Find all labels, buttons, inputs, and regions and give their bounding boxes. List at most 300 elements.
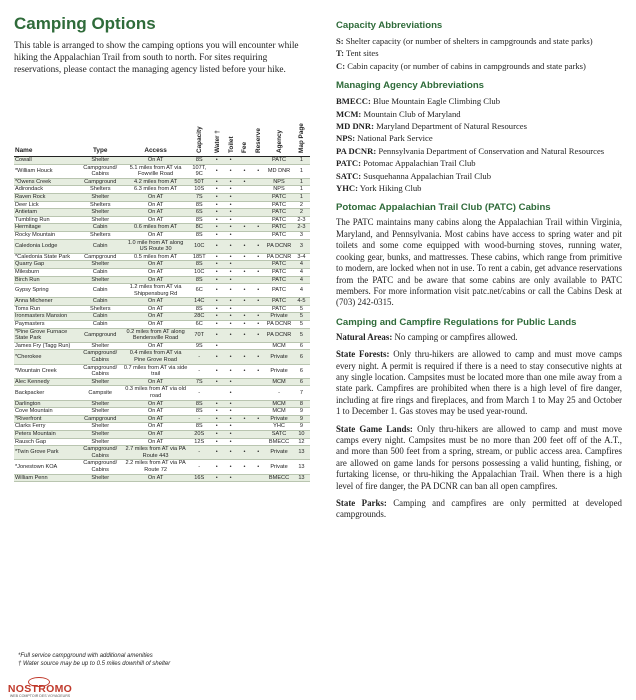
cell-access: 1.0 mile from AT along US Route 30 xyxy=(123,239,189,253)
cell-type: Shelter xyxy=(78,430,123,438)
col-fee: Fee xyxy=(238,118,252,157)
cell-water: • xyxy=(210,216,224,224)
cell-capacity: 16S xyxy=(189,474,210,482)
cell-fee xyxy=(238,209,252,217)
agency-item xyxy=(336,132,622,144)
cell-fee xyxy=(238,201,252,209)
cell-map-page: 3 xyxy=(293,239,310,253)
cell-capacity: 8S xyxy=(189,157,210,165)
cell-reserve: • xyxy=(251,239,265,253)
cell-water: • xyxy=(210,224,224,232)
cell-water: • xyxy=(210,378,224,386)
cell-water: • xyxy=(210,268,224,276)
cell-agency: MD DNR xyxy=(265,164,293,178)
capacity-section xyxy=(336,20,622,72)
cell-type: Shelters xyxy=(78,305,123,313)
cell-access: 0.3 miles from AT via old road xyxy=(123,386,189,400)
cell-agency: PA DCNR xyxy=(265,328,293,342)
cell-agency: PA DCNR xyxy=(265,239,293,253)
cell-agency: MCM xyxy=(265,378,293,386)
footnote-full-service: *Full service campground with additional amenities xyxy=(18,653,153,659)
cell-reserve: • xyxy=(251,298,265,306)
cell-reserve: • xyxy=(251,460,265,474)
capacity-item xyxy=(336,35,622,47)
cell-water: • xyxy=(210,423,224,431)
cell-capacity: 8S xyxy=(189,201,210,209)
cell-name: *Caledonia State Park xyxy=(14,253,78,261)
cell-reserve xyxy=(251,193,265,201)
cell-agency: PATC xyxy=(265,231,293,239)
agency-title: Managing Agency Abbreviations xyxy=(336,80,485,92)
cell-capacity: - xyxy=(189,460,210,474)
col-toilet: Toilet xyxy=(224,118,238,157)
cell-fee xyxy=(238,342,252,350)
table-row xyxy=(14,201,310,209)
cell-map-page: 13 xyxy=(293,446,310,460)
cell-fee xyxy=(238,216,252,224)
cell-name: *Cherokee xyxy=(14,350,78,364)
agency-item xyxy=(336,170,622,182)
cell-type: Cabin xyxy=(78,313,123,321)
agency-item-value: Susquehanna Appalachian Trail Club xyxy=(361,170,492,181)
left-column xyxy=(14,14,310,77)
cell-capacity: 107T, 9C xyxy=(189,164,210,178)
cell-toilet: • xyxy=(224,423,238,431)
table-row xyxy=(14,400,310,408)
table-row xyxy=(14,178,310,186)
cell-capacity: - xyxy=(189,415,210,423)
cell-agency: BMECC xyxy=(265,438,293,446)
cell-toilet: • xyxy=(224,321,238,329)
cell-name: William Penn xyxy=(14,474,78,482)
agency-item-key: YHC: xyxy=(336,183,358,194)
table-row xyxy=(14,186,310,194)
cell-toilet: • xyxy=(224,239,238,253)
table-row xyxy=(14,446,310,460)
cell-fee: • xyxy=(238,460,252,474)
cell-map-page: 1 xyxy=(293,157,310,165)
table-row xyxy=(14,216,310,224)
cell-type: Cabin xyxy=(78,268,123,276)
table-row xyxy=(14,209,310,217)
page-title: Camping Options xyxy=(14,14,156,33)
cell-name: Quarry Gap xyxy=(14,261,78,269)
cell-reserve xyxy=(251,261,265,269)
cell-fee: • xyxy=(238,321,252,329)
cell-toilet: • xyxy=(224,313,238,321)
table-row xyxy=(14,253,310,261)
cell-type: Campground/ Cabins xyxy=(78,164,123,178)
cell-agency: PATC xyxy=(265,209,293,217)
cell-water: • xyxy=(210,430,224,438)
camping-table xyxy=(14,118,310,482)
agency-item-key: BMECC: xyxy=(336,96,371,107)
cell-toilet: • xyxy=(224,157,238,165)
table-row xyxy=(14,305,310,313)
cell-water: • xyxy=(210,438,224,446)
cell-water: • xyxy=(210,460,224,474)
agency-item-key: NPS: xyxy=(336,133,356,144)
agency-item-key: SATC: xyxy=(336,170,362,181)
agency-item-value: Maryland Department of Natural Resources xyxy=(373,121,527,132)
cell-type: Cabin xyxy=(78,224,123,232)
cell-fee: • xyxy=(238,298,252,306)
cell-water: • xyxy=(210,364,224,378)
cell-name: Rocky Mountain xyxy=(14,231,78,239)
cell-access: On AT xyxy=(123,298,189,306)
cell-capacity: 6C xyxy=(189,284,210,298)
cell-name: Hermitage xyxy=(14,224,78,232)
agency-section xyxy=(336,80,622,194)
cell-capacity: 8C xyxy=(189,224,210,232)
cell-fee xyxy=(238,386,252,400)
cell-type: Shelter xyxy=(78,474,123,482)
cell-name: Milesburn xyxy=(14,268,78,276)
cell-map-page: 2-3 xyxy=(293,224,310,232)
cell-fee: • xyxy=(238,284,252,298)
agency-item-value: Blue Mountain Eagle Climbing Club xyxy=(370,96,500,107)
cell-map-page: 13 xyxy=(293,474,310,482)
table-row xyxy=(14,313,310,321)
cell-water: • xyxy=(210,350,224,364)
cell-fee xyxy=(238,305,252,313)
cell-toilet: • xyxy=(224,400,238,408)
cell-access: On AT xyxy=(123,216,189,224)
cell-name: Clarks Ferry xyxy=(14,423,78,431)
col-reserve: Reserve xyxy=(251,118,265,157)
agency-item-key: PATC: xyxy=(336,158,361,169)
cell-fee: • xyxy=(238,350,252,364)
agency-item xyxy=(336,108,622,120)
cell-name: Paymasters xyxy=(14,321,78,329)
agency-item-value: National Park Service xyxy=(355,133,433,144)
cell-access: 0.4 miles from AT via Pine Grove Road xyxy=(123,350,189,364)
table-row xyxy=(14,474,310,482)
patc-title: Potomac Appalachian Trail Club (PATC) Cabins xyxy=(336,202,551,214)
table-row xyxy=(14,239,310,253)
cell-agency: PATC xyxy=(265,284,293,298)
cell-name: James Fry (Tagg Run) xyxy=(14,342,78,350)
cell-capacity: 6C xyxy=(189,321,210,329)
cell-agency: MCM xyxy=(265,408,293,416)
cell-type: Shelter xyxy=(78,408,123,416)
cell-access: On AT xyxy=(123,201,189,209)
cell-capacity: 8S xyxy=(189,400,210,408)
cell-name: Alec Kennedy xyxy=(14,378,78,386)
cell-fee xyxy=(238,430,252,438)
cell-access: On AT xyxy=(123,342,189,350)
cell-water: • xyxy=(210,446,224,460)
cell-type: Shelter xyxy=(78,438,123,446)
table-row xyxy=(14,364,310,378)
cell-reserve: • xyxy=(251,364,265,378)
cell-capacity: 8S xyxy=(189,216,210,224)
cell-map-page: 10 xyxy=(293,430,310,438)
cell-capacity: - xyxy=(189,446,210,460)
cell-map-page: 3 xyxy=(293,231,310,239)
cell-type: Shelter xyxy=(78,216,123,224)
regulation-item xyxy=(336,498,622,521)
cell-name: Adirondack xyxy=(14,186,78,194)
table-row xyxy=(14,328,310,342)
cell-water: • xyxy=(210,342,224,350)
cell-agency: PATC xyxy=(265,201,293,209)
table-row xyxy=(14,423,310,431)
cell-map-page: 5 xyxy=(293,328,310,342)
cell-name: Cove Mountain xyxy=(14,408,78,416)
agency-item xyxy=(336,145,622,157)
cell-capacity: - xyxy=(189,386,210,400)
cell-fee: • xyxy=(238,415,252,423)
agency-item-value: York Hiking Club xyxy=(357,183,422,194)
cell-name: Anna Michener xyxy=(14,298,78,306)
cell-type: Shelter xyxy=(78,193,123,201)
cell-water: • xyxy=(210,474,224,482)
cell-access: On AT xyxy=(123,415,189,423)
cell-map-page: 5 xyxy=(293,305,310,313)
cell-reserve: • xyxy=(251,313,265,321)
regs-list xyxy=(336,332,622,521)
cell-fee: • xyxy=(238,446,252,460)
cell-agency: PATC xyxy=(265,157,293,165)
table-row xyxy=(14,231,310,239)
cell-fee xyxy=(238,261,252,269)
cell-water: • xyxy=(210,321,224,329)
col-type: Type xyxy=(78,118,123,157)
table-body xyxy=(14,157,310,482)
cell-map-page: 4 xyxy=(293,276,310,284)
table-row xyxy=(14,284,310,298)
capacity-item-value: Tent sites xyxy=(343,48,379,59)
table-row xyxy=(14,164,310,178)
cell-name: *Riverfront xyxy=(14,415,78,423)
cell-capacity: 6S xyxy=(189,209,210,217)
cell-reserve xyxy=(251,423,265,431)
cell-type: Shelters xyxy=(78,201,123,209)
cell-capacity: 10C xyxy=(189,239,210,253)
cell-fee: • xyxy=(238,268,252,276)
col-name: Name xyxy=(14,118,78,157)
cell-reserve: • xyxy=(251,268,265,276)
cell-agency: PATC xyxy=(265,216,293,224)
table-row xyxy=(14,321,310,329)
cell-water: • xyxy=(210,157,224,165)
cell-water: • xyxy=(210,276,224,284)
cell-toilet: • xyxy=(224,261,238,269)
cell-capacity: 8S xyxy=(189,423,210,431)
cell-type: Campground/ Cabins xyxy=(78,446,123,460)
regulation-item-key: State Parks: xyxy=(336,498,387,508)
cell-capacity: 185T xyxy=(189,253,210,261)
agency-item xyxy=(336,120,622,132)
table-row xyxy=(14,342,310,350)
cell-reserve: • xyxy=(251,284,265,298)
cell-name: *William Houck xyxy=(14,164,78,178)
cell-fee: • xyxy=(238,239,252,253)
cell-fee xyxy=(238,157,252,165)
cell-toilet: • xyxy=(224,216,238,224)
cell-water: • xyxy=(210,231,224,239)
table-row xyxy=(14,268,310,276)
cell-type: Shelters xyxy=(78,231,123,239)
cell-reserve xyxy=(251,231,265,239)
cell-agency: PATC xyxy=(265,224,293,232)
cell-agency: YHC xyxy=(265,423,293,431)
logo-tagline: WEB COMPTOIR DES VOYAGEURS xyxy=(9,694,71,698)
cell-water: • xyxy=(210,209,224,217)
cell-agency: Private xyxy=(265,364,293,378)
regs-section xyxy=(336,317,622,521)
cell-toilet: • xyxy=(224,350,238,364)
cell-agency: PA DCNR xyxy=(266,253,292,260)
cell-toilet: • xyxy=(224,430,238,438)
cell-type: Campground xyxy=(78,328,123,342)
cell-map-page: 4 xyxy=(293,284,310,298)
cell-reserve xyxy=(251,178,265,186)
cell-agency: Private xyxy=(265,446,293,460)
cell-reserve xyxy=(251,474,265,482)
cell-toilet: • xyxy=(224,415,238,423)
cell-toilet: • xyxy=(224,298,238,306)
agency-item-key: PA DCNR: xyxy=(336,145,377,156)
regulation-item-value: Camping and campfires are only permitted at developed campgrounds. xyxy=(336,498,622,520)
patc-body: The PATC maintains many cabins along the Appalachian Trail within Virginia, Maryland, and Pennsylvania. Most cabins have access to spring water and pit toilets and some come equipped with wood-burning stoves, running water, cooking gear, bunks, and mattresses. These cabins, which range from primitive to modern, are locked when not in use. To rent a cabin, get advance reservations from the PATC and be aware that some cabins are only available to PATC members. For more information visit patc.net/cabins or call the Cabins Desk at (703) 242-0315. xyxy=(336,217,622,308)
capacity-item xyxy=(336,47,622,59)
regulation-item-value: Only thru-hikers are allowed to camp and must move camps every night. A permit is required if there is a need to stay consecutive nights at any single location. Campsites must be located more than one mile away from a state park. Campfires are prohibited when there is a high level of fire danger, including at fire rings and fireplaces, and from March 1 to May 25 and October 1 to December 1. Gas stoves may be used year-round. xyxy=(336,349,622,417)
cell-toilet: • xyxy=(224,253,238,261)
table-row xyxy=(14,350,310,364)
cell-capacity: 12S xyxy=(189,438,210,446)
cell-capacity: 8S xyxy=(189,276,210,284)
cell-capacity: - xyxy=(189,364,210,378)
cell-type: Campground xyxy=(78,178,123,186)
cell-map-page: 9 xyxy=(293,423,310,431)
cell-fee: • xyxy=(238,364,252,378)
table-footnotes xyxy=(18,652,170,668)
cell-access: 6.3 miles from AT xyxy=(123,186,189,194)
cell-fee: • xyxy=(238,178,252,186)
cell-access: On AT xyxy=(123,209,189,217)
cell-map-page: 9 xyxy=(293,408,310,416)
cell-access: 0.7 miles from AT via side trail xyxy=(123,364,188,378)
table-row xyxy=(14,378,310,386)
cell-toilet: • xyxy=(224,408,238,416)
cell-fee xyxy=(238,378,252,386)
cell-reserve xyxy=(251,430,265,438)
cell-reserve xyxy=(251,305,265,313)
cell-map-page: 6 xyxy=(293,364,310,378)
cell-type: Cabin xyxy=(78,298,123,306)
regulation-item-key: Natural Areas: xyxy=(336,331,393,342)
cell-map-page: 6 xyxy=(293,378,310,386)
cell-map-page: 5 xyxy=(293,321,310,329)
cell-access: On AT xyxy=(123,378,189,386)
cell-water: • xyxy=(210,415,224,423)
agency-item-value: Pennsylvania Department of Conservation and Natural Resources xyxy=(376,145,605,156)
cell-name: Ironmasters Mansion xyxy=(14,313,78,321)
patc-section xyxy=(336,202,622,308)
cell-agency: Private xyxy=(265,350,293,364)
cell-agency: PATC xyxy=(265,305,293,313)
regulation-item-key: State Game Lands: xyxy=(336,423,413,434)
table-row xyxy=(14,157,310,165)
col-map-page: Map Page xyxy=(293,118,310,157)
cell-reserve xyxy=(251,378,265,386)
agency-item xyxy=(336,182,622,194)
cell-agency: PA DCNR xyxy=(266,321,292,328)
cell-agency: NPS xyxy=(265,186,293,194)
cell-name: Backpacker xyxy=(14,386,78,400)
cell-map-page: 2 xyxy=(293,201,310,209)
cell-agency: Private xyxy=(265,313,293,321)
cell-access: On AT xyxy=(123,430,189,438)
cell-type: Shelter xyxy=(78,276,123,284)
cell-fee: • xyxy=(238,253,252,261)
cell-water: • xyxy=(210,239,224,253)
cell-access: 5.1 miles from AT via Fowville Road xyxy=(123,164,189,178)
cell-reserve xyxy=(251,201,265,209)
cell-agency: PATC xyxy=(265,276,293,284)
cell-access: 0.2 miles from AT along Bendersville Road xyxy=(123,328,189,342)
cell-map-page: 7 xyxy=(293,386,310,400)
cell-toilet: • xyxy=(224,284,238,298)
cell-map-page: 1 xyxy=(293,178,310,186)
agency-item-value: Mountain Club of Maryland xyxy=(361,108,461,119)
regulation-item-value: No camping or campfires allowed. xyxy=(392,331,518,342)
cell-reserve xyxy=(251,386,265,400)
col-agency: Agency xyxy=(265,118,293,157)
cell-access: 1.2 miles from AT via Shippensburg Rd xyxy=(123,284,189,298)
cell-water: • xyxy=(210,201,224,209)
col-access: Access xyxy=(123,118,189,157)
cell-map-page: 2-3 xyxy=(293,216,310,224)
regulation-item xyxy=(336,349,622,417)
cell-name: Toms Run xyxy=(14,305,78,313)
cell-water: • xyxy=(210,186,224,194)
cell-capacity: 70T xyxy=(189,328,210,342)
cell-water: • xyxy=(210,328,224,342)
cell-toilet: • xyxy=(224,193,238,201)
cell-capacity: 7S xyxy=(189,193,210,201)
cell-fee xyxy=(238,186,252,194)
cell-reserve: • xyxy=(251,446,265,460)
cell-access: On AT xyxy=(123,313,189,321)
cell-type: Cabin xyxy=(78,284,123,298)
table-row xyxy=(14,430,310,438)
cell-type: Shelter xyxy=(78,423,123,431)
agency-item xyxy=(336,95,622,107)
cell-reserve: • xyxy=(251,253,265,261)
cell-access: On AT xyxy=(123,268,189,276)
cell-agency: PATC xyxy=(265,298,293,306)
cell-map-page: 4 xyxy=(293,268,310,276)
table-row xyxy=(14,276,310,284)
cell-reserve: • xyxy=(251,415,265,423)
cell-toilet: • xyxy=(224,446,238,460)
cell-agency: BMECC xyxy=(265,474,293,482)
table-row xyxy=(14,438,310,446)
capacity-item-key: C: xyxy=(336,60,346,71)
agency-item-key: MCM: xyxy=(336,108,362,119)
cell-access: 0.5 miles from AT xyxy=(123,253,189,261)
cell-name: *Jonestown KOA xyxy=(14,460,78,474)
cell-name: Peters Mountain xyxy=(14,430,78,438)
cell-map-page: 9 xyxy=(293,415,310,423)
cell-access: On AT xyxy=(123,157,189,165)
agency-item-value: Potomac Appalachian Trail Club xyxy=(360,158,476,169)
cell-agency: PATC xyxy=(265,193,293,201)
cell-type: Shelter xyxy=(78,261,123,269)
